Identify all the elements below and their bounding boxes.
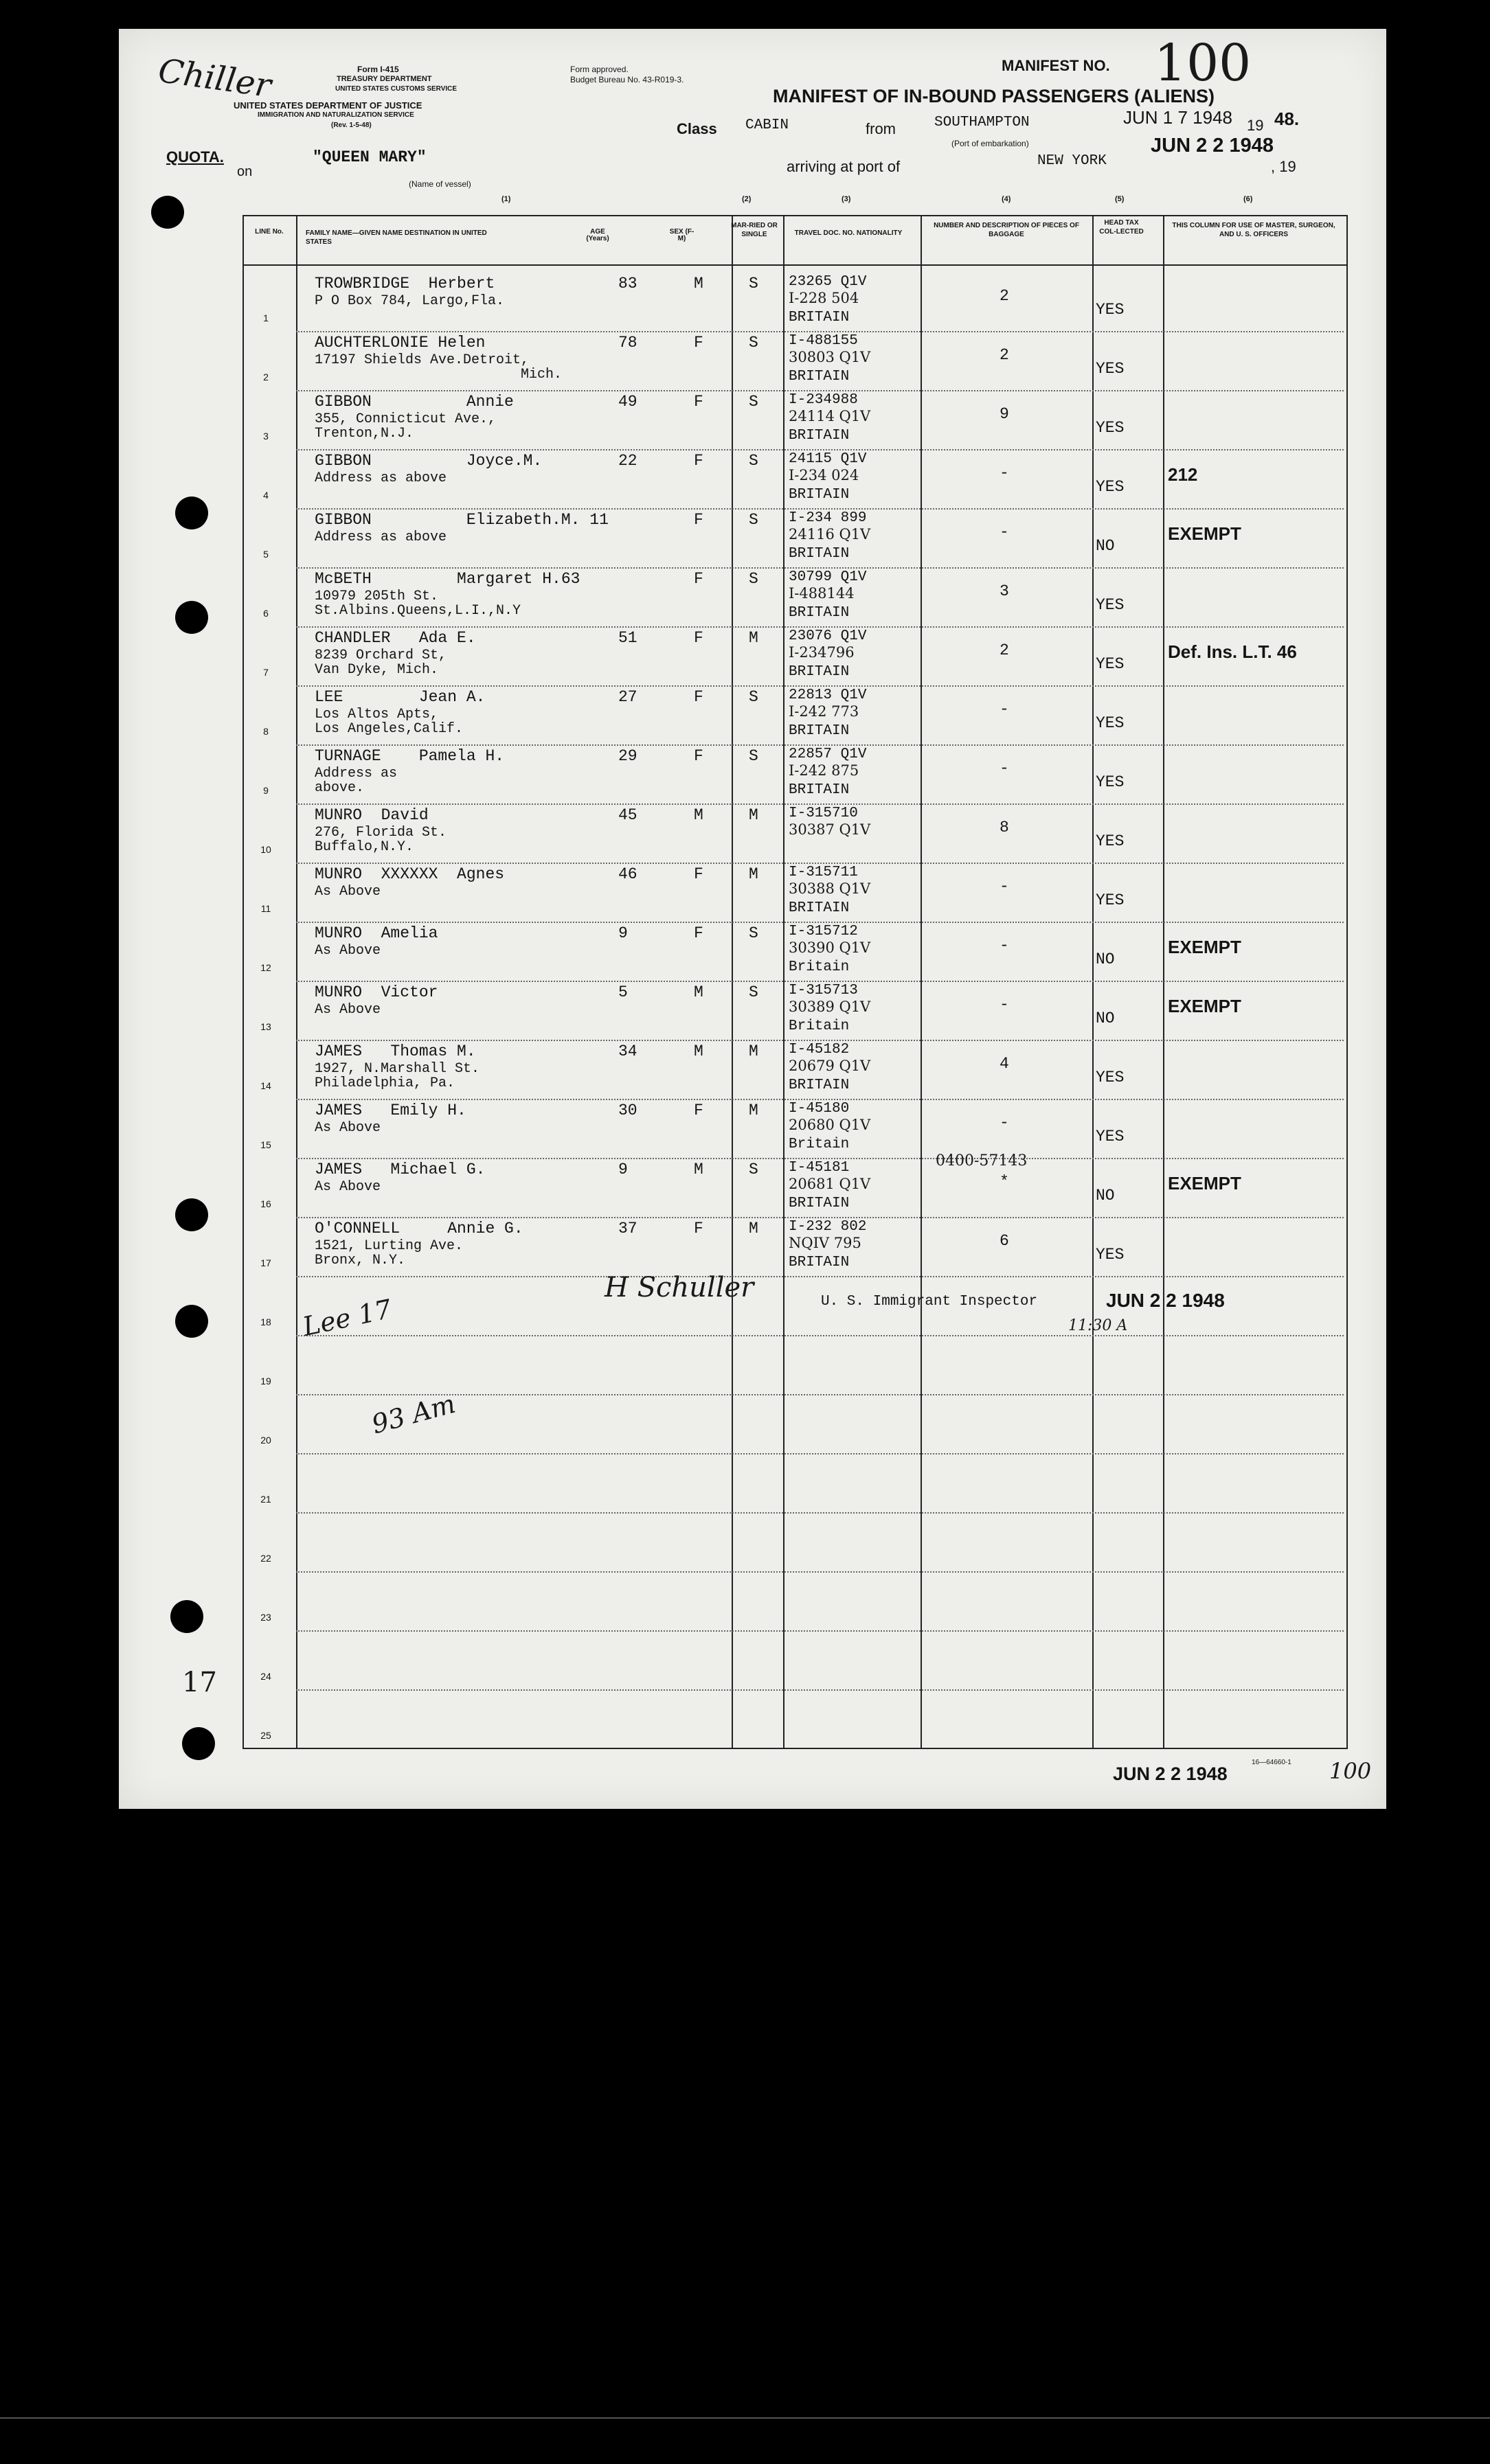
age: 37 bbox=[618, 1220, 637, 1237]
destination: As Above bbox=[315, 943, 381, 959]
marital-status: M bbox=[749, 1042, 758, 1060]
left-signature-2: 93 Am bbox=[368, 1388, 459, 1440]
destination: As Above bbox=[315, 1002, 381, 1018]
travel-doc-no-2: 30390 Q1V bbox=[789, 939, 871, 956]
age: 78 bbox=[618, 334, 637, 352]
travel-doc-no: 22813 Q1V bbox=[789, 687, 867, 703]
arriving-label: arriving at port of bbox=[787, 158, 901, 175]
inspector-date-stamp: JUN 2 2 1948 bbox=[1106, 1290, 1225, 1311]
embark-date-stamp: JUN 1 7 1948 bbox=[1123, 107, 1232, 128]
punch-hole bbox=[175, 1305, 208, 1338]
header-baggage: NUMBER AND DESCRIPTION OF PIECES OF BAGGAGE bbox=[934, 222, 1079, 238]
sex: M bbox=[694, 1042, 703, 1060]
punch-hole bbox=[175, 1198, 208, 1231]
inspector-signature: H Schuller bbox=[605, 1272, 754, 1303]
passenger-name: GIBBON Elizabeth.M. 11 bbox=[315, 511, 609, 529]
travel-doc-no-2: 20679 Q1V bbox=[789, 1058, 871, 1074]
passenger-name: MUNRO David bbox=[315, 806, 429, 824]
head-tax: YES bbox=[1096, 891, 1125, 909]
row-separator bbox=[296, 1335, 1344, 1336]
marital-status: S bbox=[749, 334, 758, 352]
column-number-4: (4) bbox=[1002, 195, 1011, 203]
column-divider bbox=[1092, 216, 1094, 1748]
baggage-count: - bbox=[1000, 523, 1009, 541]
arrival-year: , 19 bbox=[1271, 158, 1296, 175]
travel-doc-no: 24115 Q1V bbox=[789, 451, 867, 467]
nationality: BRITAIN bbox=[789, 546, 850, 562]
line-number: 3 bbox=[263, 431, 269, 442]
punch-hole bbox=[151, 196, 184, 229]
marital-status: S bbox=[749, 924, 758, 942]
destination: Address as above. bbox=[315, 766, 398, 796]
age: 9 bbox=[618, 924, 628, 942]
row-separator bbox=[296, 1276, 1344, 1277]
baggage-count: - bbox=[1000, 464, 1009, 482]
row-separator bbox=[296, 1512, 1344, 1514]
passenger-name: MUNRO Amelia bbox=[315, 924, 438, 942]
travel-doc-no: I-315712 bbox=[789, 924, 858, 939]
passenger-name: MUNRO Victor bbox=[315, 983, 438, 1001]
nationality: BRITAIN bbox=[789, 664, 850, 680]
head-tax: YES bbox=[1096, 419, 1125, 437]
sex: F bbox=[694, 924, 703, 942]
line-number: 8 bbox=[263, 726, 269, 737]
head-tax: YES bbox=[1096, 1246, 1125, 1264]
travel-doc-no-2: 30803 Q1V bbox=[789, 349, 871, 365]
line-number: 12 bbox=[260, 962, 271, 973]
line-number: 1 bbox=[263, 312, 269, 323]
baggage-count: - bbox=[1000, 878, 1009, 896]
sex: F bbox=[694, 393, 703, 411]
travel-doc-no-2: I-488144 bbox=[789, 585, 855, 602]
age: 49 bbox=[618, 393, 637, 411]
line-number: 6 bbox=[263, 608, 269, 619]
baggage-count: 9 bbox=[1000, 405, 1009, 423]
row-separator bbox=[296, 863, 1344, 864]
on-label: on bbox=[237, 164, 253, 179]
manifest-table bbox=[242, 215, 1348, 1749]
baggage-count: - bbox=[1000, 1114, 1009, 1132]
nationality: BRITAIN bbox=[789, 1196, 850, 1211]
marital-status: M bbox=[749, 629, 758, 647]
travel-doc-no: I-315713 bbox=[789, 983, 858, 999]
manifest-number: 100 bbox=[1154, 34, 1252, 93]
sex: M bbox=[694, 1161, 703, 1178]
line-number: 11 bbox=[260, 903, 271, 914]
line-number: 22 bbox=[260, 1553, 271, 1564]
sex: F bbox=[694, 865, 703, 883]
row-separator bbox=[296, 1571, 1344, 1573]
class-label: Class bbox=[677, 120, 717, 137]
age: 83 bbox=[618, 275, 637, 293]
marital-status: S bbox=[749, 570, 758, 588]
marital-status: S bbox=[749, 275, 758, 293]
destination: 355, Connicticut Ave., Trenton,N.J. bbox=[315, 411, 497, 442]
arrival-date-stamp: JUN 2 2 1948 bbox=[1151, 135, 1274, 157]
row-separator bbox=[296, 1099, 1344, 1100]
nationality: BRITAIN bbox=[789, 782, 850, 798]
line-number: 25 bbox=[260, 1730, 271, 1741]
chiller-signature: Chiller bbox=[155, 51, 274, 106]
head-tax: NO bbox=[1096, 1009, 1115, 1027]
line-number: 21 bbox=[260, 1494, 271, 1505]
header-married: MAR-RIED OR SINGLE bbox=[731, 222, 778, 238]
destination: 276, Florida St. Buffalo,N.Y. bbox=[315, 825, 447, 855]
head-tax: YES bbox=[1096, 773, 1125, 791]
age: 27 bbox=[618, 688, 637, 706]
marital-status: S bbox=[749, 511, 758, 529]
nationality: BRITAIN bbox=[789, 487, 850, 503]
punch-hole bbox=[170, 1600, 203, 1633]
nationality: Britain bbox=[789, 1137, 850, 1152]
passenger-name: TURNAGE Pamela H. bbox=[315, 747, 505, 765]
head-tax: YES bbox=[1096, 832, 1125, 850]
passenger-name: LEE Jean A. bbox=[315, 688, 486, 706]
travel-doc-no-2: NQIV 795 bbox=[789, 1235, 861, 1251]
marital-status: S bbox=[749, 452, 758, 470]
baggage-count: - bbox=[1000, 700, 1009, 718]
line-number: 18 bbox=[260, 1316, 271, 1327]
travel-doc-no-2: I-234 024 bbox=[789, 467, 859, 483]
line-number: 13 bbox=[260, 1021, 271, 1032]
quota-label: QUOTA. bbox=[166, 148, 224, 166]
sex: F bbox=[694, 452, 703, 470]
officer-note: EXEMPT bbox=[1168, 1173, 1241, 1194]
sex: M bbox=[694, 983, 703, 1001]
row-separator bbox=[296, 981, 1344, 982]
destination: 10979 205th St. St.Albins.Queens,L.I.,N.Y bbox=[315, 589, 521, 619]
destination: 8239 Orchard St, Van Dyke, Mich. bbox=[315, 648, 447, 678]
column-divider bbox=[783, 216, 784, 1748]
marital-status: S bbox=[749, 983, 758, 1001]
destination: P O Box 784, Largo,Fla. bbox=[315, 293, 505, 309]
destination: 17197 Shields Ave.Detroit, Mich. bbox=[315, 352, 563, 383]
age: 22 bbox=[618, 452, 637, 470]
row-separator bbox=[296, 922, 1344, 923]
officer-note: 212 bbox=[1168, 464, 1198, 485]
row-separator bbox=[296, 803, 1344, 805]
line-number: 4 bbox=[263, 490, 269, 501]
inspector-label: U. S. Immigrant Inspector bbox=[821, 1294, 1038, 1310]
sex: F bbox=[694, 1220, 703, 1237]
age: 45 bbox=[618, 806, 637, 824]
line-number: 20 bbox=[260, 1435, 271, 1446]
row-separator bbox=[296, 1453, 1344, 1455]
row-separator bbox=[296, 331, 1344, 332]
travel-doc-no: I-315711 bbox=[789, 865, 858, 880]
destination: Address as above bbox=[315, 529, 447, 545]
header-sex: SEX (F-M) bbox=[669, 228, 695, 242]
baggage-count: 3 bbox=[1000, 582, 1009, 600]
vessel-name: "QUEEN MARY" bbox=[313, 148, 427, 166]
travel-doc-no-2: 20681 Q1V bbox=[789, 1176, 871, 1192]
line-number: 10 bbox=[260, 844, 271, 855]
destination: As Above bbox=[315, 884, 381, 900]
vessel-caption: (Name of vessel) bbox=[409, 179, 471, 189]
age: 5 bbox=[618, 983, 628, 1001]
head-tax: NO bbox=[1096, 950, 1115, 968]
travel-doc-no-2: I-242 773 bbox=[789, 703, 859, 720]
marital-status: M bbox=[749, 806, 758, 824]
arrival-port: NEW YORK bbox=[1037, 153, 1107, 169]
baggage-count: - bbox=[1000, 996, 1009, 1014]
baggage-count: 2 bbox=[1000, 346, 1009, 364]
nationality: BRITAIN bbox=[789, 1255, 850, 1270]
column-divider bbox=[1163, 216, 1164, 1748]
row-separator bbox=[296, 390, 1344, 391]
baggage-count: * bbox=[1000, 1173, 1009, 1191]
line-number: 19 bbox=[260, 1376, 271, 1387]
travel-doc-no-2: 30388 Q1V bbox=[789, 880, 871, 897]
nationality: Britain bbox=[789, 959, 850, 975]
nationality: BRITAIN bbox=[789, 369, 850, 385]
baggage-count: 4 bbox=[1000, 1055, 1009, 1073]
travel-doc-no: I-315710 bbox=[789, 806, 858, 821]
from-value: SOUTHAMPTON bbox=[934, 115, 1030, 130]
age: 51 bbox=[618, 629, 637, 647]
ins-label: IMMIGRATION AND NATURALIZATION SERVICE bbox=[258, 111, 414, 119]
column-divider bbox=[921, 216, 922, 1748]
head-tax: NO bbox=[1096, 537, 1115, 555]
sex: F bbox=[694, 511, 703, 529]
travel-doc-no-2: 20680 Q1V bbox=[789, 1117, 871, 1133]
header-head-tax: HEAD TAX COL-LECTED bbox=[1099, 219, 1144, 236]
line-number: 16 bbox=[260, 1198, 271, 1209]
column-number-3: (3) bbox=[842, 195, 851, 203]
column-number-2: (2) bbox=[742, 195, 752, 203]
inspector-time: 11:30 A bbox=[1068, 1317, 1128, 1334]
destination: As Above bbox=[315, 1179, 381, 1195]
manifest-no-label: MANIFEST NO. bbox=[1002, 57, 1110, 74]
column-number-5: (5) bbox=[1115, 195, 1125, 203]
passenger-name: CHANDLER Ada E. bbox=[315, 629, 476, 647]
row-separator bbox=[296, 744, 1344, 746]
travel-doc-no: I-234 899 bbox=[789, 510, 867, 526]
destination: Los Altos Apts, Los Angeles,Calif. bbox=[315, 707, 464, 737]
marital-status: S bbox=[749, 1161, 758, 1178]
passenger-name: TROWBRIDGE Herbert bbox=[315, 275, 495, 293]
budget-bureau: Budget Bureau No. 43-R019-3. bbox=[570, 75, 684, 84]
row-separator bbox=[296, 1158, 1344, 1159]
baggage-count: 8 bbox=[1000, 819, 1009, 836]
punch-hole bbox=[175, 601, 208, 634]
officer-note: EXEMPT bbox=[1168, 937, 1241, 957]
line-number: 17 bbox=[260, 1257, 271, 1268]
passenger-name: AUCHTERLONIE Helen bbox=[315, 334, 486, 352]
marital-status: S bbox=[749, 393, 758, 411]
officer-note: EXEMPT bbox=[1168, 523, 1241, 544]
nationality: BRITAIN bbox=[789, 723, 850, 739]
marital-status: M bbox=[749, 1102, 758, 1119]
line-number: 5 bbox=[263, 549, 269, 560]
sex: F bbox=[694, 747, 703, 765]
column-number-1: (1) bbox=[501, 195, 511, 203]
baggage-note: 0400-57143 bbox=[936, 1152, 1028, 1170]
travel-doc-no-2: I-234796 bbox=[789, 644, 855, 661]
footer-number: 100 bbox=[1329, 1758, 1372, 1784]
row-separator bbox=[296, 1394, 1344, 1395]
officer-note: EXEMPT bbox=[1168, 996, 1241, 1016]
punch-hole bbox=[182, 1727, 215, 1760]
sex: F bbox=[694, 570, 703, 588]
travel-doc-no: I-232 802 bbox=[789, 1219, 867, 1235]
travel-doc-no: I-234988 bbox=[789, 392, 858, 408]
header-line-no: LINE No. bbox=[255, 228, 284, 236]
destination: 1521, Lurting Ave. Bronx, N.Y. bbox=[315, 1238, 464, 1268]
travel-doc-no-2: I-242 875 bbox=[789, 762, 859, 779]
sex: F bbox=[694, 1102, 703, 1119]
travel-doc-no: 22857 Q1V bbox=[789, 746, 867, 762]
nationality: BRITAIN bbox=[789, 428, 850, 444]
head-tax: YES bbox=[1096, 1128, 1125, 1145]
line-number: 14 bbox=[260, 1080, 271, 1091]
passenger-name: JAMES Michael G. bbox=[315, 1161, 486, 1178]
travel-doc-no-2: 30387 Q1V bbox=[789, 821, 871, 838]
nationality: BRITAIN bbox=[789, 900, 850, 916]
head-tax: YES bbox=[1096, 714, 1125, 732]
row-separator bbox=[296, 1217, 1344, 1218]
header-officers: THIS COLUMN FOR USE OF MASTER, SURGEON, AND U. S. OFFICERS bbox=[1172, 222, 1335, 238]
from-label: from bbox=[866, 120, 896, 137]
row-separator bbox=[296, 1630, 1344, 1632]
marital-status: S bbox=[749, 747, 758, 765]
marital-status: M bbox=[749, 865, 758, 883]
nationality: BRITAIN bbox=[789, 605, 850, 621]
travel-doc-no-2: 30389 Q1V bbox=[789, 999, 871, 1015]
destination: 1927, N.Marshall St. Philadelphia, Pa. bbox=[315, 1061, 480, 1091]
header-rule bbox=[244, 264, 1346, 266]
row-separator bbox=[296, 449, 1344, 450]
passenger-name: MUNRO XXXXXX Agnes bbox=[315, 865, 505, 883]
form-approved: Form approved. bbox=[570, 65, 629, 74]
passenger-name: GIBBON Annie bbox=[315, 393, 514, 411]
head-tax: YES bbox=[1096, 1069, 1125, 1086]
form-number: Form I-415 bbox=[357, 65, 399, 74]
sex: F bbox=[694, 334, 703, 352]
baggage-count: 2 bbox=[1000, 641, 1009, 659]
row-separator bbox=[296, 508, 1344, 510]
age: 29 bbox=[618, 747, 637, 765]
head-tax: YES bbox=[1096, 478, 1125, 496]
passenger-name: McBETH Margaret H.63 bbox=[315, 570, 580, 588]
sex: F bbox=[694, 629, 703, 647]
row-separator bbox=[296, 626, 1344, 628]
margin-number: 17 bbox=[182, 1667, 217, 1698]
passenger-name: JAMES Emily H. bbox=[315, 1102, 466, 1119]
head-tax: YES bbox=[1096, 301, 1125, 319]
marital-status: M bbox=[749, 1220, 758, 1237]
footer-code: 16—64660-1 bbox=[1252, 1759, 1291, 1766]
travel-doc-no-2: 24114 Q1V bbox=[789, 408, 871, 424]
head-tax: NO bbox=[1096, 1187, 1115, 1205]
line-number: 7 bbox=[263, 667, 269, 678]
punch-hole bbox=[175, 497, 208, 529]
passenger-name: JAMES Thomas M. bbox=[315, 1042, 476, 1060]
column-divider bbox=[732, 216, 733, 1748]
customs-label: UNITED STATES CUSTOMS SERVICE bbox=[335, 85, 458, 93]
row-separator bbox=[296, 1689, 1344, 1691]
treasury-label: TREASURY DEPARTMENT bbox=[337, 75, 432, 83]
sex: M bbox=[694, 275, 703, 293]
justice-label: UNITED STATES DEPARTMENT OF JUSTICE bbox=[234, 100, 422, 111]
destination: Address as above bbox=[315, 470, 447, 486]
header-travel-doc: TRAVEL DOC. NO. NATIONALITY bbox=[794, 229, 903, 237]
travel-doc-no: 23076 Q1V bbox=[789, 628, 867, 644]
travel-doc-no: I-45181 bbox=[789, 1160, 850, 1176]
baggage-count: 2 bbox=[1000, 287, 1009, 305]
class-value: CABIN bbox=[745, 117, 789, 133]
travel-doc-no: I-45182 bbox=[789, 1042, 850, 1058]
port-embark-caption: (Port of embarkation) bbox=[951, 139, 1029, 148]
sex: M bbox=[694, 806, 703, 824]
age: 46 bbox=[618, 865, 637, 883]
travel-doc-no: 30799 Q1V bbox=[789, 569, 867, 585]
row-separator bbox=[296, 1040, 1344, 1041]
head-tax: YES bbox=[1096, 596, 1125, 614]
row-separator bbox=[296, 567, 1344, 569]
age: 9 bbox=[618, 1161, 628, 1178]
nationality: BRITAIN bbox=[789, 310, 850, 326]
header-age: AGE (Years) bbox=[586, 228, 609, 242]
line-number: 2 bbox=[263, 372, 269, 383]
footer-date-stamp: JUN 2 2 1948 bbox=[1113, 1764, 1228, 1784]
line-number: 9 bbox=[263, 785, 269, 796]
baggage-count: - bbox=[1000, 760, 1009, 777]
sex: F bbox=[694, 688, 703, 706]
line-number: 24 bbox=[260, 1671, 271, 1682]
column-number-6: (6) bbox=[1243, 195, 1253, 203]
row-separator bbox=[296, 685, 1344, 687]
nationality: BRITAIN bbox=[789, 1077, 850, 1093]
marital-status: S bbox=[749, 688, 758, 706]
year-prefix: 19 bbox=[1247, 117, 1264, 134]
baggage-count: 6 bbox=[1000, 1232, 1009, 1250]
manifest-title: MANIFEST OF IN-BOUND PASSENGERS (ALIENS) bbox=[773, 86, 1215, 106]
revision-label: (Rev. 1-5-48) bbox=[331, 122, 372, 129]
header-name: FAMILY NAME—GIVEN NAME DESTINATION IN UNITED STATES bbox=[306, 229, 487, 246]
age: 34 bbox=[618, 1042, 637, 1060]
year-suffix: 48. bbox=[1274, 109, 1300, 129]
line-number: 15 bbox=[260, 1139, 271, 1150]
travel-doc-no: I-488155 bbox=[789, 333, 858, 349]
destination: As Above bbox=[315, 1120, 381, 1136]
travel-doc-no: I-45180 bbox=[789, 1101, 850, 1117]
line-number: 23 bbox=[260, 1612, 271, 1623]
travel-doc-no-2: 24116 Q1V bbox=[789, 526, 871, 543]
travel-doc-no: 23265 Q1V bbox=[789, 274, 867, 290]
left-signature: Lee 17 bbox=[300, 1293, 394, 1343]
bottom-rule bbox=[0, 2417, 1490, 2419]
nationality: Britain bbox=[789, 1018, 850, 1034]
passenger-name: GIBBON Joyce.M. bbox=[315, 452, 543, 470]
column-divider bbox=[296, 216, 297, 1748]
passenger-name: O'CONNELL Annie G. bbox=[315, 1220, 523, 1237]
head-tax: YES bbox=[1096, 655, 1125, 673]
age: 30 bbox=[618, 1102, 637, 1119]
officer-note: Def. Ins. L.T. 46 bbox=[1168, 641, 1297, 662]
travel-doc-no-2: I-228 504 bbox=[789, 290, 859, 306]
baggage-count: - bbox=[1000, 937, 1009, 955]
head-tax: YES bbox=[1096, 360, 1125, 378]
